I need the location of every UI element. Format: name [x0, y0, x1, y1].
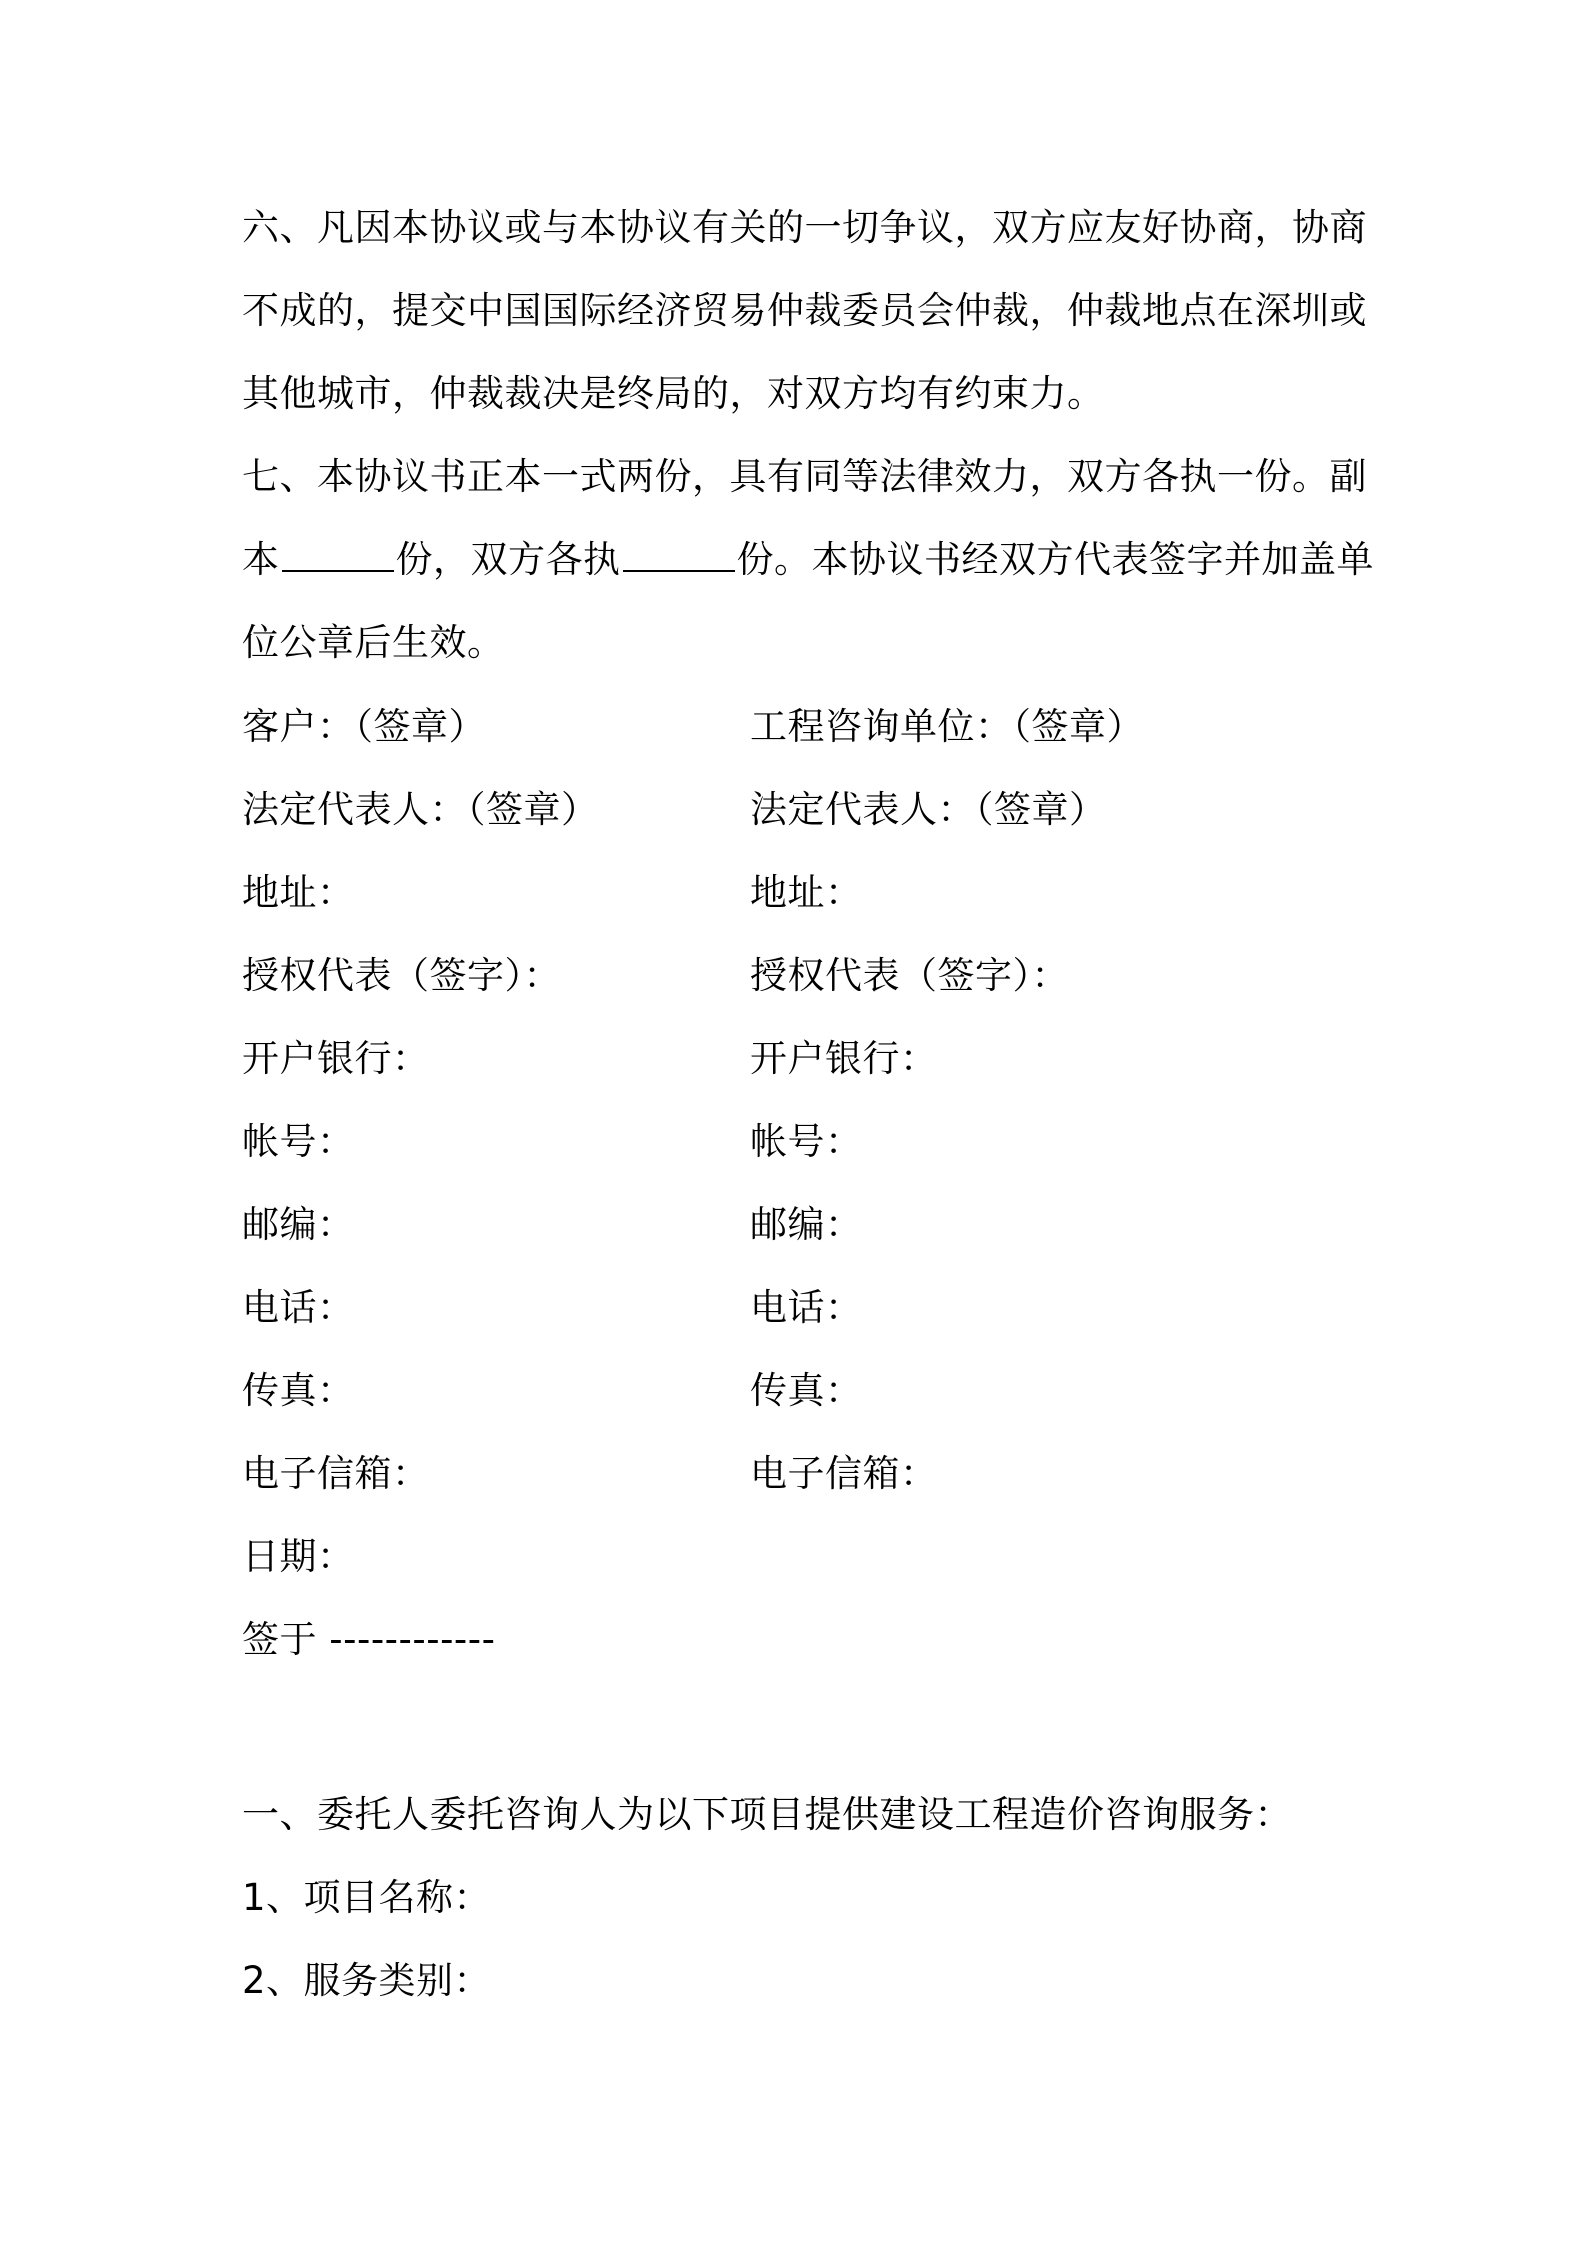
signed-at: 签于 ------------ — [242, 1618, 496, 1661]
section1-item1: 1、项目名称： — [242, 1876, 492, 1919]
article6-line3: 其他城市，仲裁裁决是终局的，对双方均有约束力。 — [242, 372, 1105, 415]
consultant-authorized-rep: 授权代表（签字）： — [750, 954, 1069, 997]
client-signature: 客户：（签章） — [242, 705, 486, 748]
article7-line1: 七、本协议书正本一式两份，具有同等法律效力，双方各执一份。副 — [242, 455, 1367, 498]
article7-line2-part1: 本 — [242, 538, 280, 581]
section1-heading: 一、委托人委托咨询人为以下项目提供建设工程造价咨询服务： — [242, 1793, 1292, 1836]
client-legal-rep: 法定代表人：（签章） — [242, 788, 599, 831]
article7-line2 — [242, 537, 1374, 583]
client-bank: 开户银行： — [242, 1037, 430, 1080]
client-account: 帐号： — [242, 1120, 355, 1163]
client-fax: 传真： — [242, 1369, 355, 1412]
article6-line1: 六、凡因本协议或与本协议有关的一切争议，双方应友好协商，协商 — [242, 206, 1367, 249]
article7-line2-part2: 份，双方各执 — [395, 538, 621, 581]
copies-blank-2 — [623, 540, 735, 572]
consultant-postcode: 邮编： — [750, 1203, 863, 1246]
article6-line2: 不成的，提交中国国际经济贸易仲裁委员会仲裁，仲裁地点在深圳或 — [242, 289, 1367, 332]
consultant-address: 地址： — [750, 871, 863, 914]
consultant-signature: 工程咨询单位：（签章） — [750, 705, 1144, 748]
client-postcode: 邮编： — [242, 1203, 355, 1246]
client-address: 地址： — [242, 871, 355, 914]
client-phone: 电话： — [242, 1286, 355, 1329]
client-authorized-rep: 授权代表（签字）： — [242, 954, 561, 997]
article7-line3: 位公章后生效。 — [242, 621, 505, 664]
article7-line2-part3: 份。本协议书经双方代表签字并加盖单 — [736, 538, 1374, 581]
section1-item2: 2、服务类别： — [242, 1959, 492, 2002]
client-email: 电子信箱： — [242, 1452, 430, 1495]
consultant-bank: 开户银行： — [750, 1037, 938, 1080]
sign-date: 日期： — [242, 1535, 355, 1578]
consultant-phone: 电话： — [750, 1286, 863, 1329]
consultant-account: 帐号： — [750, 1120, 863, 1163]
copies-blank-1 — [282, 540, 394, 572]
consultant-fax: 传真： — [750, 1369, 863, 1412]
consultant-email: 电子信箱： — [750, 1452, 938, 1495]
consultant-legal-rep: 法定代表人：（签章） — [750, 788, 1107, 831]
